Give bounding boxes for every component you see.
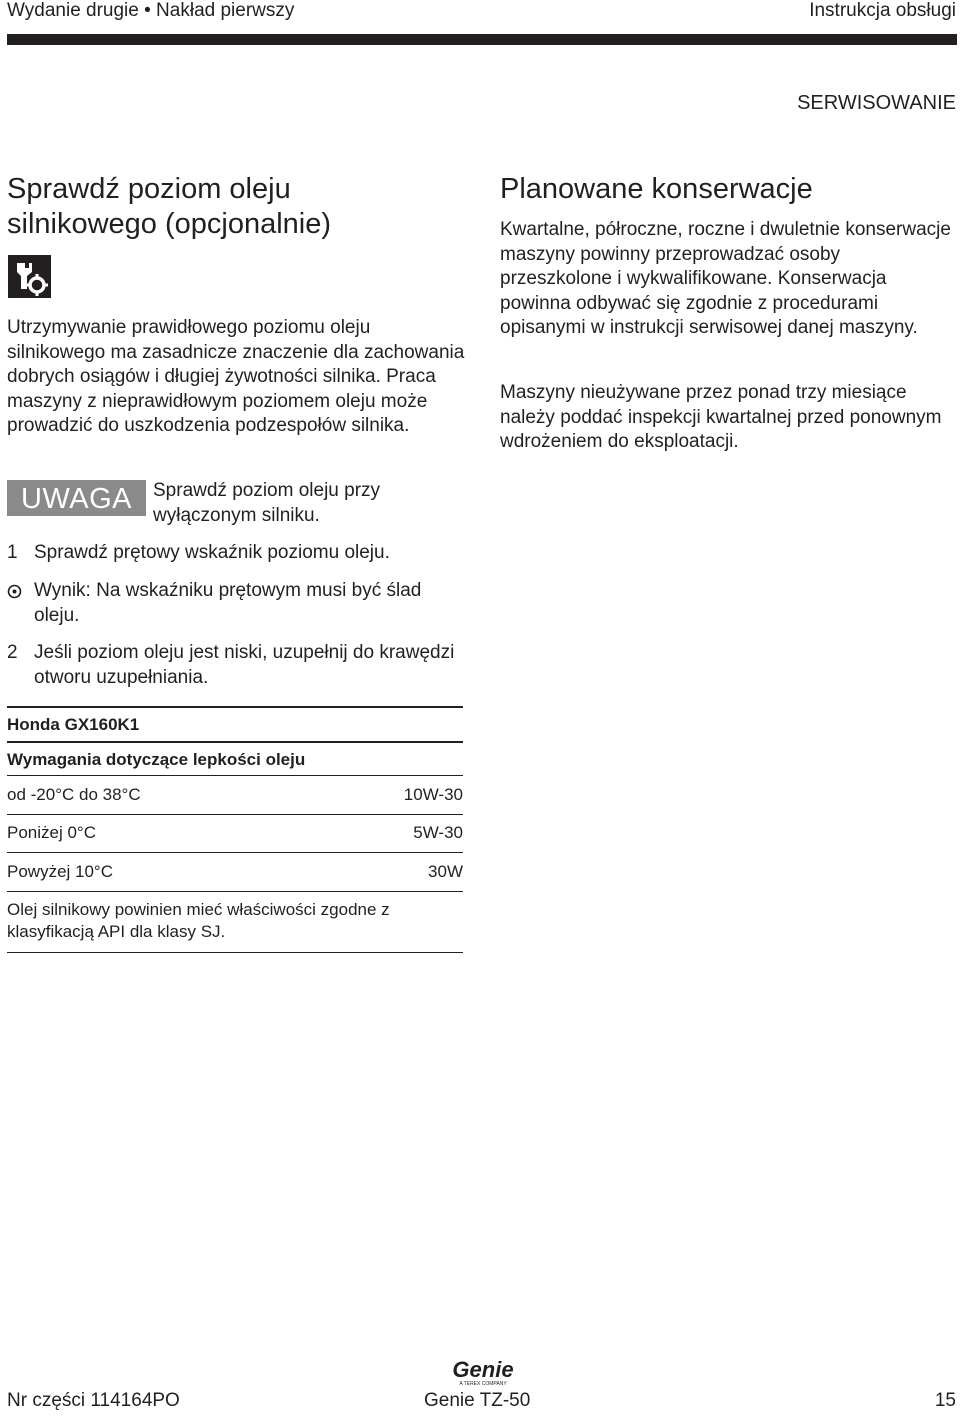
- oil-check-title-line2: silnikowego (opcjonalnie): [7, 208, 332, 240]
- table-row-value: 30W: [428, 862, 463, 881]
- table-rule: [7, 814, 463, 815]
- header-manual-type: Instrukcja obsługi: [809, 0, 956, 21]
- table-rule: [7, 952, 463, 953]
- result-target-icon: [7, 584, 22, 599]
- maintenance-paragraph: Kwartalne, półroczne, roczne i dwuletnie konserwacje maszyny powinny przeprowadzać osoby przeszkolone i wykwalifikowane. Konserwacja powinna odbywać się zgodnie z procedurami opisanymi w instrukcji serwisowej danej maszyny.: [500, 219, 951, 338]
- header-edition: Wydanie drugie • Nakład pierwszy: [7, 0, 295, 21]
- oil-importance-paragraph: Utrzymywanie prawidłowego poziomu oleju silnikowego ma zasadnicze znaczenie dla zachowania dobrych osiągów i długiej żywotności silnika. Praca maszyny z nieprawidłowym poziomem oleju może prowadzić do uszkodzenia podzespołów silnika.: [7, 317, 465, 436]
- table-row-label: od -20°C do 38°C: [7, 785, 141, 804]
- genie-logo: [446, 1357, 520, 1387]
- oil-check-title: [7, 172, 467, 242]
- table-row-value: 5W-30: [413, 823, 463, 842]
- result-text: Wynik: Na wskaźniku prętowym musi być ślad oleju.: [34, 580, 422, 626]
- table-row-label: Poniżej 0°C: [7, 823, 97, 842]
- maintenance-paragraph: Maszyny nieużywane przez ponad trzy miesiące należy poddać inspekcji kwartalnej przed ponownym wdrożeniem do eksploatacji.: [500, 382, 942, 452]
- notice-text: Sprawdź poziom oleju przy wyłączonym silniku.: [153, 480, 381, 526]
- maintenance-title: Planowane konserwacje: [500, 173, 813, 205]
- step-text: Sprawdź prętowy wskaźnik poziomu oleju.: [34, 542, 390, 563]
- footer-page-number: 15: [934, 1390, 956, 1411]
- header-bar: [7, 34, 957, 45]
- table-title: Honda GX160K1: [7, 715, 140, 734]
- table-rule: [7, 706, 463, 708]
- table-rule: [7, 741, 463, 743]
- genie-logo-subtext: A TEREX COMPANY: [459, 1381, 507, 1387]
- notice-badge: UWAGA: [7, 480, 146, 516]
- table-note: Olej silnikowy powinien mieć właściwości zgodne z klasyfikacją API dla klasy SJ.: [7, 900, 390, 941]
- section-name: SERWISOWANIE: [797, 92, 956, 114]
- step-number: 2: [7, 642, 18, 663]
- step-text: Jeśli poziom oleju jest niski, uzupełnij do krawędzi otworu uzupełniania.: [34, 642, 455, 688]
- step-number: 1: [7, 542, 18, 563]
- footer-part-number: Nr części 114164PO: [7, 1390, 180, 1411]
- table-rule: [7, 891, 463, 892]
- footer-model: Genie TZ-50: [424, 1390, 531, 1411]
- wrench-gear-icon: [8, 255, 51, 298]
- table-rule: [7, 775, 463, 776]
- oil-check-title-line1: Sprawdź poziom oleju: [7, 173, 291, 205]
- table-rule: [7, 852, 463, 853]
- table-subtitle: Wymagania dotyczące lepkości oleju: [7, 750, 306, 769]
- genie-logo-text: Genie: [452, 1357, 514, 1382]
- table-row-label: Powyżej 10°C: [7, 862, 114, 881]
- table-row-value: 10W-30: [403, 785, 463, 804]
